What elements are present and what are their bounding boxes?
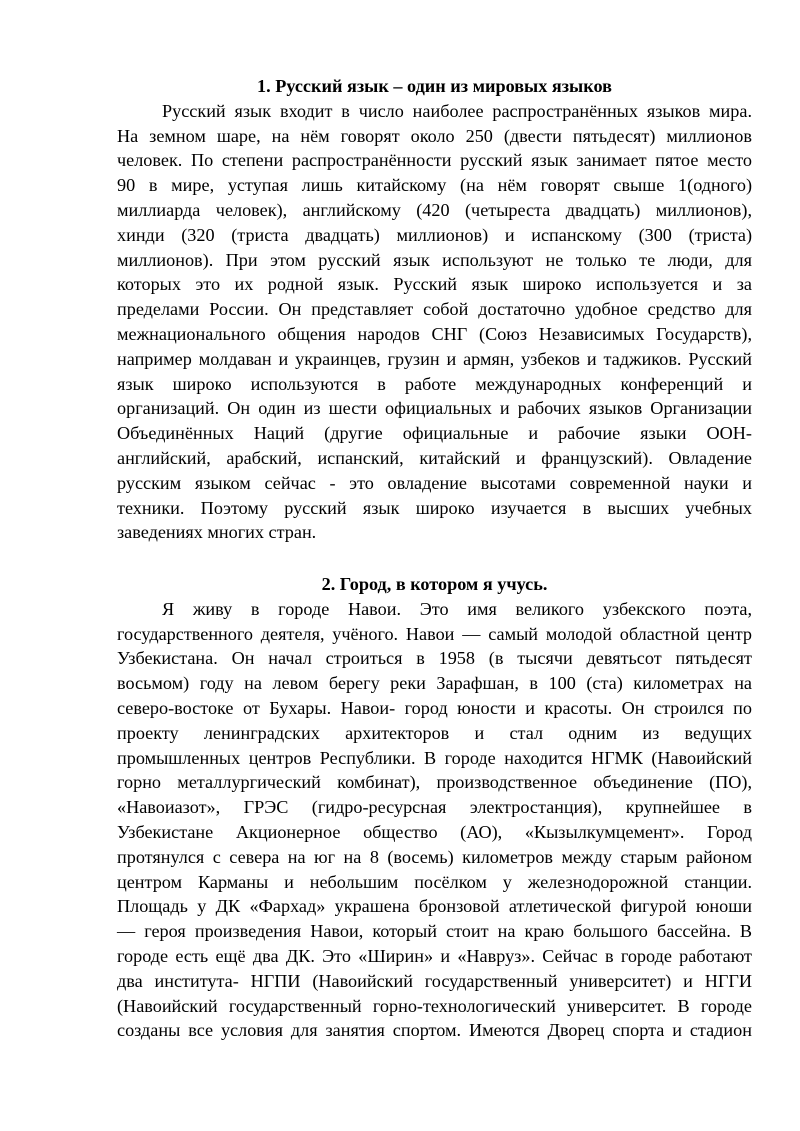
text-line: Узбекистане Акционерное общество (АО), «Кызылкумцемент». Город [117,821,752,842]
text-line: пределами России. Он представляет собой достаточно удобное средство для [117,299,752,320]
text-line: проекту ленинградских архитекторов и стал одним из ведущих [117,722,752,743]
text-line: государственного деятеля, учёного. Навои — самый молодой областной центр [117,623,752,644]
text-line: Объединённых Наций (другие официальные и рабочие языки ООН- [117,423,752,444]
text-line: (Навоийский государственный горно-технологический университет. В городе [117,995,752,1016]
text-line: миллиарда человек), английскому (420 (четыреста двадцать) миллионов), [117,199,752,220]
text-line: межнационального общения народов СНГ (Союз Независимых Государств), [117,323,752,344]
text-line: организаций. Он один из шести официальных и рабочих языков Организации [117,398,752,419]
text-line: городе есть ещё два ДК. Это «Ширин» и «Навруз». Сейчас в городе работают [117,945,752,966]
text-line: 90 в мире, уступая лишь китайскому (на нём говорят свыше 1(одного) [117,175,752,196]
text-line: горно металлургический комбинат), производственное объединение (ПО), [117,772,752,793]
text-line: «Навоиазот», ГРЭС (гидро-ресурсная электростанция), крупнейшее в [117,797,752,818]
text-line: Площадь у ДК «Фархад» украшена бронзовой атлетической фигурой юноши [117,896,752,917]
text-line: северо-востоке от Бухары. Навои- город юности и красоты. Он строился по [117,697,752,718]
text-line: язык широко используются в работе международных конференций и [117,373,752,394]
paragraph [117,597,752,1043]
text-line: заведениях многих стран. [117,522,317,543]
text-line: Узбекистана. Он начал строиться в 1958 (в тысячи девятьсот пятьдесят [117,648,752,669]
text-line: которых это их родной язык. Русский язык широко используется и за [117,274,752,295]
text-line: человек. По степени распространённости русский язык занимает пятое место [117,150,752,171]
text-line: центром Карманы и небольшим посёлком у железнодорожной станции. [117,871,752,892]
text-line: — героя произведения Навои, который стоит на краю большого бассейна. В [117,921,752,942]
text-line: созданы все условия для занятия спортом. Имеются Дворец спорта и стадион [117,1020,752,1041]
text-line: хинди (320 (триста двадцать) миллионов) и испанскому (300 (триста) [117,224,752,245]
text-line: промышленных центров Республики. В городе находится НГМК (Навоийский [117,747,752,768]
text-line: Русский язык входит в число наиболее распространённых языков мира. [162,100,752,121]
section-heading: 1. Русский язык – один из мировых языков [257,76,612,96]
text-line: На земном шаре, на нём говорят около 250 (двести пятьдесят) миллионов [117,125,752,146]
text-line: техники. Поэтому русский язык широко изучается в высших учебных [117,497,752,518]
paragraph [117,99,752,545]
text-line: восьмом) году на левом берегу реки Зарафшан, в 100 (ста) километрах на [117,673,752,694]
text-line: например молдаван и украинцев, грузин и армян, узбеков и таджиков. Русский [117,348,752,369]
text-line: протянулся с севера на юг на 8 (восемь) километров между старым районом [117,846,752,867]
text-line: русским языком сейчас - это овладение высотами современной науки и [117,472,752,493]
text-line: Я живу в городе Навои. Это имя великого узбекского поэта, [162,598,752,619]
text-line: два института- НГПИ (Навоийский государственный университет) и НГГИ [117,970,752,991]
section-my-city [117,572,752,1043]
text-line: миллионов). При этом русский язык используют не только те люди, для [117,249,752,270]
text-line: английский, арабский, испанский, китайский и французский). Овладение [117,447,752,468]
section-russian-language [117,74,752,545]
section-heading: 2. Город, в котором я учусь. [321,574,548,594]
